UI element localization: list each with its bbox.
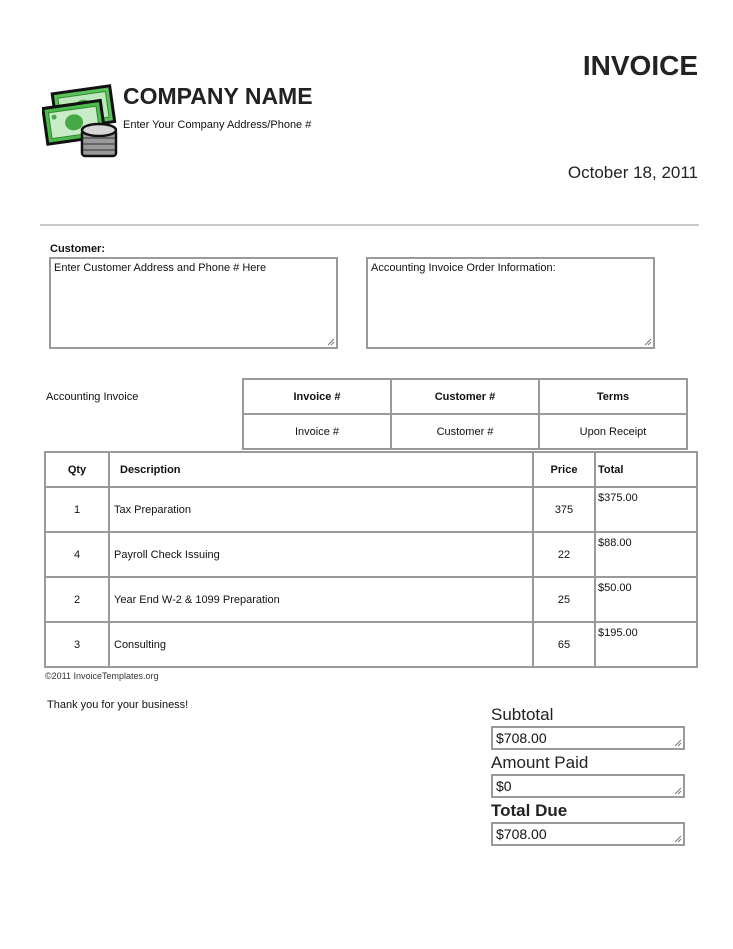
qty-cell[interactable]: 3 xyxy=(45,622,109,667)
company-logo-money-icon xyxy=(42,84,120,162)
terms-field[interactable]: Upon Receipt xyxy=(539,414,687,449)
description-cell[interactable]: Payroll Check Issuing xyxy=(109,532,533,577)
qty-cell[interactable]: 2 xyxy=(45,577,109,622)
customer-label: Customer: xyxy=(50,243,106,255)
invoice-title: INVOICE xyxy=(582,50,698,81)
order-info-textarea[interactable] xyxy=(366,257,655,349)
resize-grip-icon[interactable] xyxy=(673,834,682,843)
invoice-number-header: Invoice # xyxy=(243,379,391,414)
qty-cell[interactable]: 4 xyxy=(45,532,109,577)
table-row xyxy=(45,487,697,532)
thank-you-note[interactable]: Thank you for your business! xyxy=(47,699,189,711)
table-row xyxy=(45,577,697,622)
company-name[interactable]: COMPANY NAME xyxy=(123,83,313,109)
company-address[interactable]: Enter Your Company Address/Phone # xyxy=(123,119,312,131)
subtotal-label: Subtotal xyxy=(491,705,554,724)
terms-header: Terms xyxy=(539,379,687,414)
customer-number-header: Customer # xyxy=(391,379,539,414)
total-cell: $88.00 xyxy=(595,532,697,577)
description-cell[interactable]: Consulting xyxy=(109,622,533,667)
price-header: Price xyxy=(533,452,595,487)
total-header: Total xyxy=(595,452,697,487)
table-row xyxy=(45,532,697,577)
invoice-meta-table xyxy=(242,378,688,450)
resize-grip-icon[interactable] xyxy=(673,786,682,795)
price-cell[interactable]: 375 xyxy=(533,487,595,532)
meta-header-row xyxy=(243,379,687,414)
total-due-field[interactable] xyxy=(491,822,685,846)
price-cell[interactable]: 25 xyxy=(533,577,595,622)
customer-address-text: Enter Customer Address and Phone # Here xyxy=(54,262,267,274)
total-cell: $50.00 xyxy=(595,577,697,622)
customer-address-textarea[interactable] xyxy=(49,257,338,349)
amount-paid-label: Amount Paid xyxy=(491,753,589,772)
subtotal-value: $708.00 xyxy=(496,730,547,746)
resize-grip-icon[interactable] xyxy=(326,337,335,346)
price-cell[interactable]: 22 xyxy=(533,532,595,577)
copyright-text: ©2011 InvoiceTemplates.org xyxy=(45,671,159,681)
customer-number-field[interactable]: Customer # xyxy=(391,414,539,449)
subtotal-field[interactable] xyxy=(491,726,685,750)
invoice-number-field[interactable]: Invoice # xyxy=(243,414,391,449)
total-due-value: $708.00 xyxy=(496,826,547,842)
description-cell[interactable]: Year End W-2 & 1099 Preparation xyxy=(109,577,533,622)
resize-grip-icon[interactable] xyxy=(673,738,682,747)
header-divider xyxy=(40,224,699,226)
amount-paid-value: $0 xyxy=(496,778,512,794)
qty-cell[interactable]: 1 xyxy=(45,487,109,532)
total-cell: $195.00 xyxy=(595,622,697,667)
description-header: Description xyxy=(109,452,533,487)
total-due-label: Total Due xyxy=(491,801,568,820)
accounting-invoice-label: Accounting Invoice xyxy=(46,391,139,403)
total-cell: $375.00 xyxy=(595,487,697,532)
amount-paid-field[interactable] xyxy=(491,774,685,798)
order-info-text: Accounting Invoice Order Information: xyxy=(371,262,556,274)
price-cell[interactable]: 65 xyxy=(533,622,595,667)
items-header-row xyxy=(45,452,697,487)
description-cell[interactable]: Tax Preparation xyxy=(109,487,533,532)
table-row xyxy=(45,622,697,667)
line-items-table xyxy=(44,451,698,668)
qty-header: Qty xyxy=(45,452,109,487)
meta-value-row xyxy=(243,414,687,449)
invoice-date[interactable]: October 18, 2011 xyxy=(567,163,698,182)
resize-grip-icon[interactable] xyxy=(643,337,652,346)
